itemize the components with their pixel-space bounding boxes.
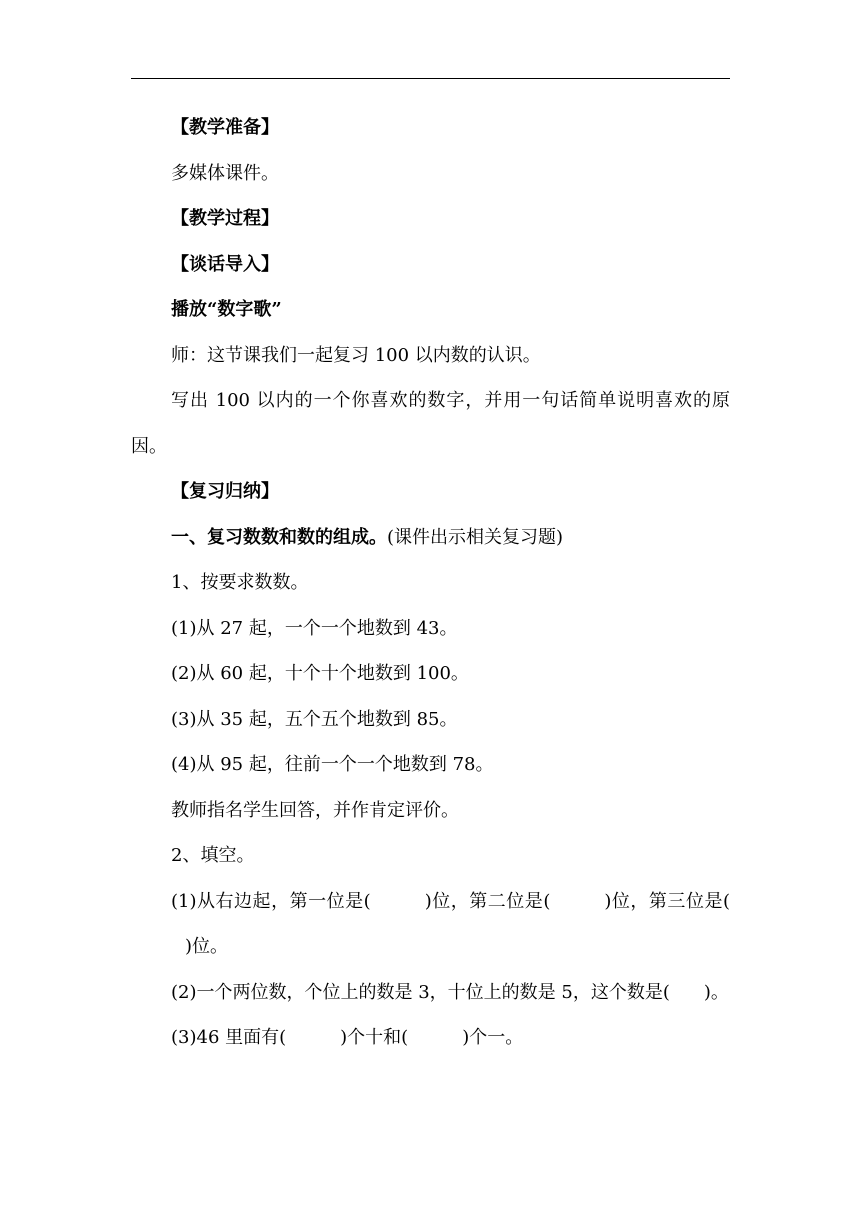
fill-question-1 (131, 879, 730, 970)
intro-song: 播放“数字歌” (171, 299, 282, 320)
count-item-1: (1)从 27 起，一个一个地数到 43。 (171, 617, 458, 639)
review-heading: 【复习归纳】 (171, 481, 279, 502)
document-body (131, 105, 730, 1061)
fill-q1-part-d: )位。 (185, 936, 229, 957)
count-item-3: (3)从 35 起，五个五个地数到 85。 (171, 708, 458, 730)
teacher-eval: 教师指名学生回答，并作肯定评价。 (171, 799, 459, 821)
fill-q1-part-b: )位，第二位是( (424, 890, 551, 912)
count-item-4: (4)从 95 起，往前一个一个地数到 78。 (171, 754, 494, 775)
prep-body: 多媒体课件。 (171, 162, 279, 184)
fill-q1-part-c: )位，第三位是( (604, 890, 730, 912)
fill-q3-part-b: )个十和( (340, 1027, 409, 1048)
fill-q2-part-a: (2)一个两位数，个位上的数是 3，十位上的数是 5，这个数是( (171, 981, 670, 1003)
fill-q3-part-a: (3)46 里面有( (171, 1027, 287, 1048)
fill-title: 2、填空。 (171, 845, 255, 866)
prep-heading: 【教学准备】 (171, 117, 279, 138)
fill-q3-part-c: )个一。 (462, 1027, 524, 1048)
count-item-2: (2)从 60 起，十个十个地数到 100。 (171, 663, 469, 684)
fill-question-2 (131, 970, 730, 1016)
count-title: 1、按要求数数。 (171, 572, 309, 593)
review-part1-note: (课件出示相关复习题) (387, 526, 564, 548)
fill-question-3 (131, 1015, 730, 1061)
fill-q2-part-b: )。 (703, 981, 729, 1003)
process-heading: 【教学过程】 (171, 208, 279, 229)
review-part1 (131, 515, 730, 561)
intro-heading: 【谈话导入】 (171, 253, 279, 275)
header-rule (131, 78, 730, 79)
review-part1-title: 一、复习数数和数的组成。 (171, 526, 387, 548)
write-task: 写出 100 以内的一个你喜欢的数字，并用一句话简单说明喜欢的原因。 (131, 390, 730, 457)
teacher-line: 师：这节课我们一起复习 100 以内数的认识。 (171, 344, 541, 366)
fill-q1-part-a: (1)从右边起，第一位是( (171, 890, 371, 912)
